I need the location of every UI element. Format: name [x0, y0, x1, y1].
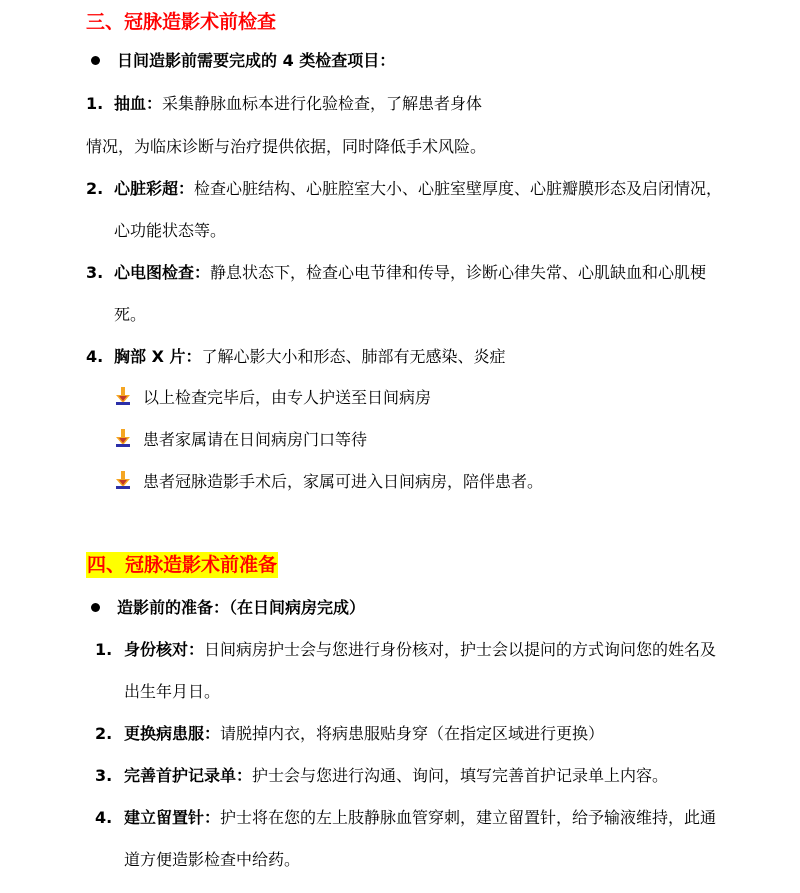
item-number: 3. — [86, 263, 104, 282]
arrow-down-icon — [115, 471, 131, 489]
item-text: 抽血：采集静脉血标本进行化验检查，了解患者身体 — [114, 94, 483, 113]
bullet-dot — [91, 603, 100, 612]
section4-heading: 四、冠脉造影术前准备 — [87, 554, 278, 576]
arrow-down-icon — [115, 387, 131, 405]
item-text-continued: 出生年月日。 — [124, 682, 221, 701]
item-number: 3. — [95, 766, 113, 785]
item-text: 建立留置针：护士将在您的左上肢静脉血管穿刺，建立留置针，给予输液维持，此通 — [124, 808, 717, 827]
item-text: 胸部 X 片：了解心影大小和形态、肺部有无感染、炎症 — [114, 347, 506, 366]
note-text: 以上检查完毕后，由专人护送至日间病房 — [143, 388, 432, 407]
item-text: 完善首护记录单：护士会与您进行沟通、询问，填写完善首护记录单上内容。 — [124, 766, 669, 785]
bullet-dot — [91, 56, 100, 65]
note-text: 患者冠脉造影手术后，家属可进入日间病房，陪伴患者。 — [143, 472, 544, 491]
item-text: 更换病患服：请脱掉内衣，将病患服贴身穿（在指定区域进行更换） — [124, 724, 605, 743]
item-number: 1. — [95, 640, 113, 659]
item-text: 心脏彩超：检查心脏结构、心脏腔室大小、心脏室壁厚度、心脏瓣膜形态及启闭情况， — [114, 179, 723, 198]
item-number: 4. — [86, 347, 104, 366]
item-text-continued: 情况，为临床诊断与治疗提供依据，同时降低手术风险。 — [86, 137, 487, 156]
section3-bullet-text: 日间造影前需要完成的 4 类检查项目： — [117, 51, 396, 70]
item-text: 心电图检查：静息状态下，检查心电节律和传导，诊断心律失常、心肌缺血和心肌梗 — [114, 263, 707, 282]
section4-bullet-text: 造影前的准备：（在日间病房完成） — [117, 598, 366, 617]
item-text-continued: 死。 — [114, 305, 147, 324]
item-text: 身份核对：日间病房护士会与您进行身份核对，护士会以提问的方式询问您的姓名及 — [124, 640, 717, 659]
arrow-down-icon — [115, 429, 131, 447]
item-number: 2. — [86, 179, 104, 198]
item-number: 2. — [95, 724, 113, 743]
section3-heading: 三、冠脉造影术前检查 — [86, 11, 277, 33]
item-text-continued: 心功能状态等。 — [114, 221, 227, 240]
item-number: 4. — [95, 808, 113, 827]
note-text: 患者家属请在日间病房门口等待 — [143, 430, 368, 449]
item-number: 1. — [86, 94, 104, 113]
item-text-continued: 道方便造影检查中给药。 — [124, 850, 301, 869]
